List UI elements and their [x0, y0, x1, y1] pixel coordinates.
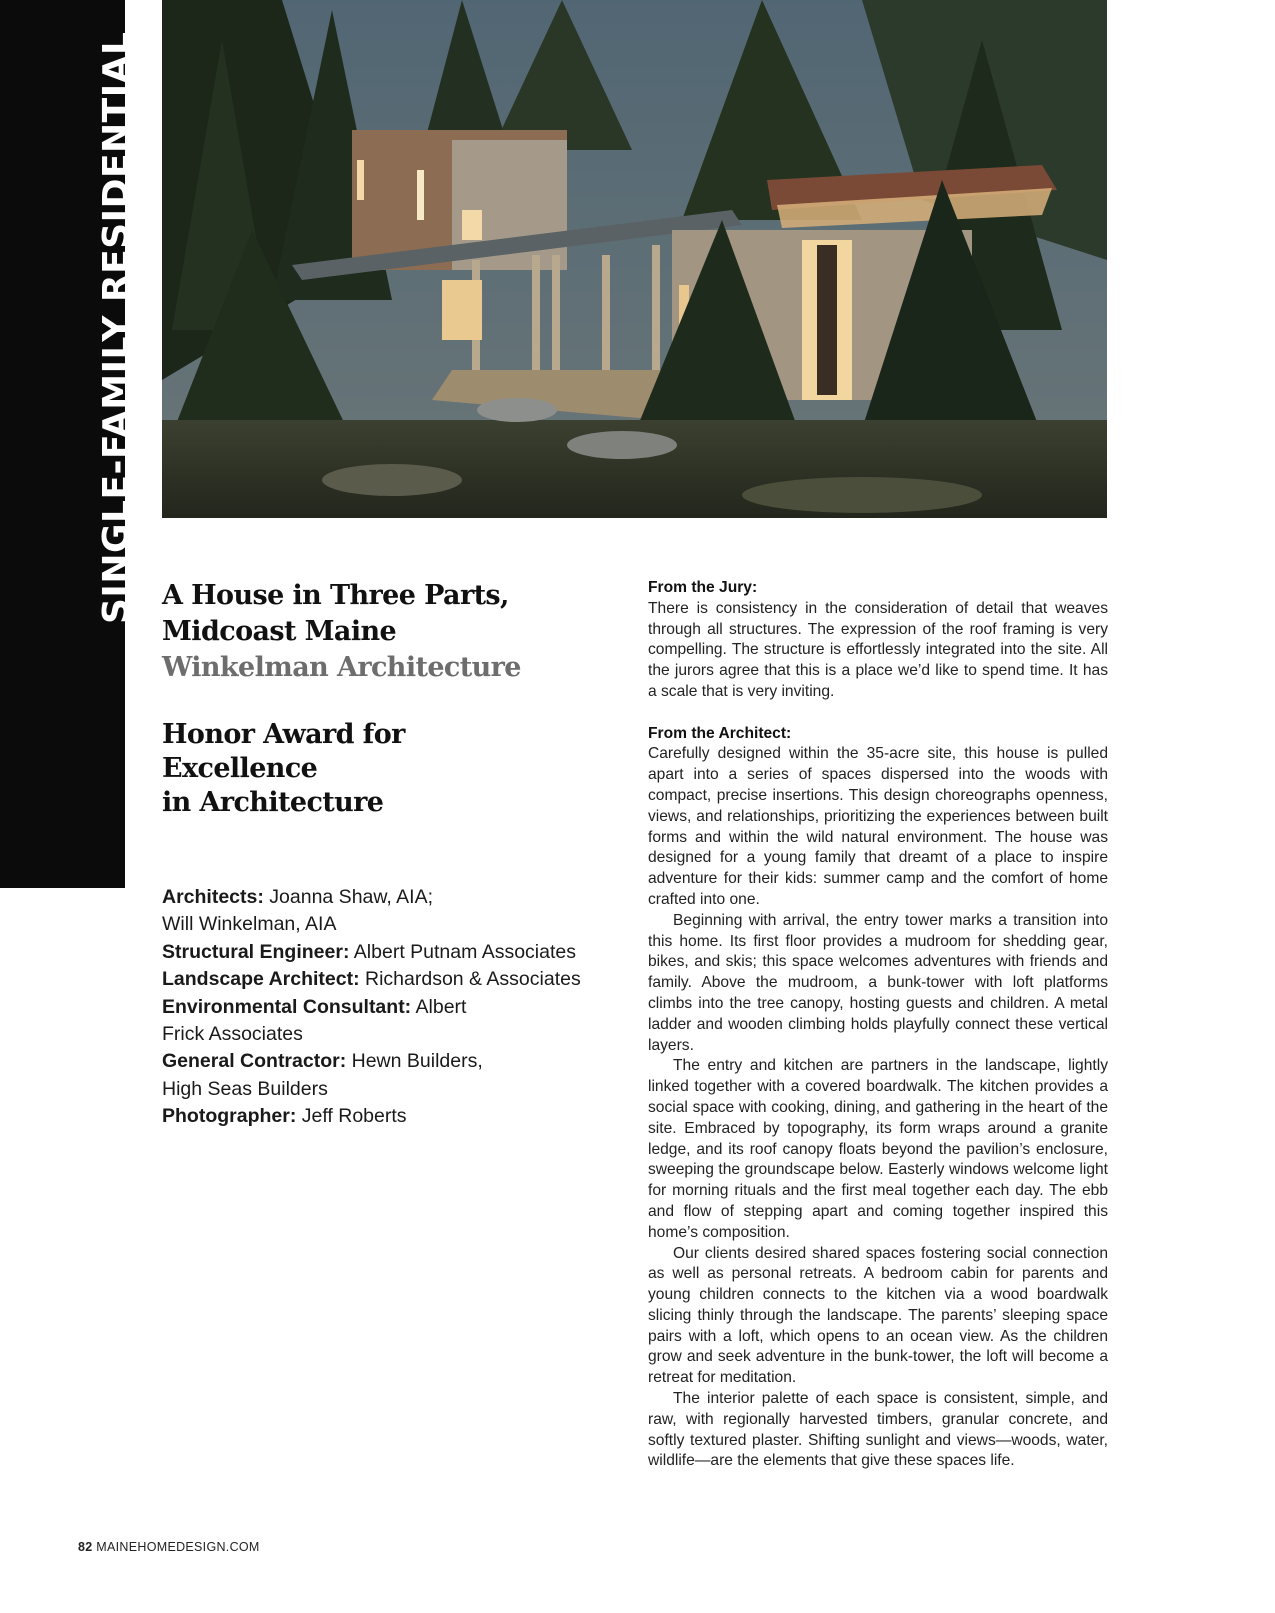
credit-line: Landscape Architect: Richardson & Associates [162, 968, 581, 991]
firm-name: Winkelman Architecture [162, 652, 521, 683]
project-title [162, 578, 612, 650]
page-footer [78, 1540, 260, 1554]
house-photo-illustration [162, 0, 1107, 518]
award-title [162, 718, 542, 820]
project-title-line1: A House in Three Parts, [162, 580, 509, 611]
credit-line: Environmental Consultant: Albert [162, 995, 467, 1018]
architect-paragraph: Our clients desired shared spaces fostering social connection as well as personal retreats. A bedroom cabin for parents and young children connects to the kitchen via a wood boardwalk slicing thinly through the landscape. The parents’ sleeping space pairs with a loft, which opens to an ocean view. As the children grow and seek adventure in the bunk-tower, the loft will become a retreat for meditation. [648, 1244, 1108, 1387]
jury-heading: From the Jury: [648, 579, 758, 596]
credit-line: General Contractor: Hewn Builders, [162, 1050, 483, 1073]
award-line2: in Architecture [162, 787, 384, 818]
project-info [162, 578, 612, 1131]
architect-paragraph: The interior palette of each space is consistent, simple, and raw, with regionally harvested timbers, granular concrete, and softly textured plaster. Shifting sunlight and views—woods, water, wildlife—are the elements that give these spaces life. [648, 1390, 1108, 1470]
article-text [648, 578, 1108, 1472]
website-url: MAINEHOMEDESIGN.COM [96, 1540, 260, 1554]
section-label: SINGLE-FAMILY RESIDENTIAL [96, 31, 137, 624]
architect-heading: From the Architect: [648, 724, 792, 742]
architect-paragraph: Beginning with arrival, the entry tower marks a transition into this home. Its first floor provides a mudroom for shedding gear, bikes, and skis; this space welcomes adventures with friends and family. Above the mudroom, a bunk-tower with loft platforms climbs into the tree canopy, hosting guests and children. A metal ladder and wooden climbing holds playfully connect these vertical layers. [648, 911, 1108, 1054]
jury-text: There is consistency in the consideration of detail that weaves through all structures. The expression of the roof framing is very compelling. The structure is effortlessly integrated into the site. All the jurors agree that this is a place we’d like to spend time. It has a scale that is very inviting. [648, 599, 1108, 700]
house-photo [162, 0, 1107, 518]
award-line1: Honor Award for Excellence [162, 719, 405, 784]
architect-paragraph: The entry and kitchen are partners in the landscape, lightly linked together with a covered boardwalk. The kitchen provides a social space with cooking, dining, and gathering in the heart of the site. Embraced by topography, its form wraps around a granite ledge, and its roof canopy floats beyond the pavilion’s enclosure, sweeping the groundscape below. Easterly windows welcome light for morning rituals and the first meal together each day. The ebb and flow of stepping apart and coming together inspired this home’s composition. [648, 1057, 1108, 1241]
credit-line: Architects: Joanna Shaw, AIA; [162, 886, 433, 908]
credit-line: Structural Engineer: Albert Putnam Associates [162, 940, 576, 963]
architect-paragraph: Carefully designed within the 35-acre site, this house is pulled apart into a series of spaces dispersed into the woods with compact, precise insertions. This design choreographs openness, views, and relationships, prioritizing the experiences between built forms and within the wild natural environment. The house was designed for a young family that dreamt of a place to inspire adventure for their kids: summer camp and the comfort of home crafted into one. [648, 745, 1108, 908]
credit-line: High Seas Builders [162, 1077, 328, 1100]
project-credits [162, 884, 612, 1131]
credit-line: Photographer: Jeff Roberts [162, 1105, 407, 1128]
project-title-line2: Midcoast Maine [162, 616, 397, 647]
page-number: 82 [78, 1540, 93, 1554]
section-tab [0, 0, 137, 888]
credit-line: Frick Associates [162, 1023, 303, 1046]
credit-line: Will Winkelman, AIA [162, 913, 337, 936]
